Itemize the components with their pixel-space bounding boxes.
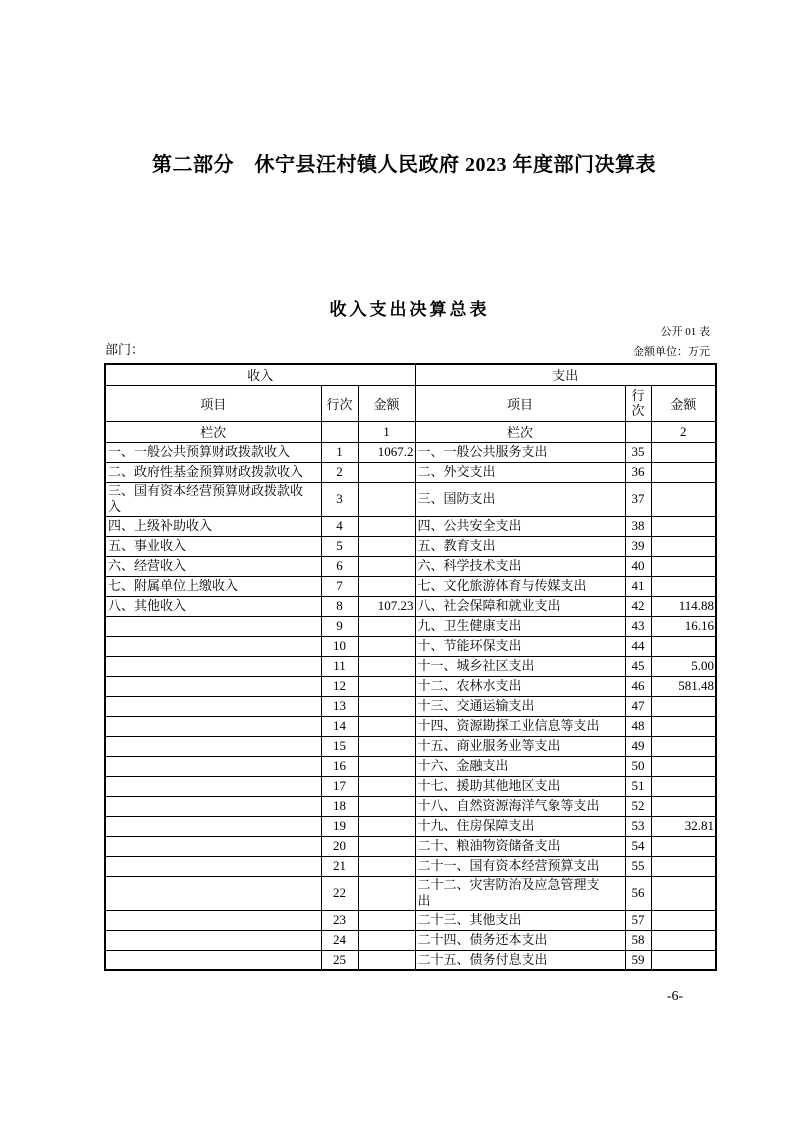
income-item-cell <box>105 856 321 876</box>
expense-item-cell <box>415 516 625 536</box>
expense-rowno-cell: 44 <box>625 636 651 656</box>
income-rowno-cell: 13 <box>321 696 358 716</box>
expense-amount-text: 16.16 <box>684 618 714 633</box>
income-amount-cell <box>358 516 415 536</box>
table-row <box>105 656 716 676</box>
expense-item-text: 十三、交通运输支出 <box>417 698 535 713</box>
expense-amount-cell <box>651 656 716 676</box>
expense-item-cell <box>415 930 625 950</box>
expense-item-text: 十四、资源勘探工业信息等支出 <box>417 718 600 733</box>
expense-item-text: 一、一般公共服务支出 <box>417 444 548 459</box>
table-title: 收入支出决算总表 <box>329 300 490 319</box>
expense-amount-text: 5.00 <box>691 658 714 673</box>
expense-amount-cell <box>651 856 716 876</box>
income-amount-header: 金额 <box>358 385 415 421</box>
income-rowno-cell: 25 <box>321 950 358 970</box>
part-title: 第二部分 休宁县汪村镇人民政府 2023 年度部门决算表 <box>152 154 656 176</box>
income-rowno-cell: 23 <box>321 910 358 930</box>
income-rowno-cell: 22 <box>321 876 358 910</box>
income-amount-cell <box>358 950 415 970</box>
income-rowno-cell: 14 <box>321 716 358 736</box>
income-amount-text: 1067.2 <box>377 444 414 459</box>
department-label: 部门： <box>105 342 145 357</box>
table-row <box>105 596 716 616</box>
expense-rowno-cell: 46 <box>625 676 651 696</box>
expense-rowno-cell: 40 <box>625 556 651 576</box>
table-row <box>105 636 716 656</box>
income-item-text: 四、上级补助收入 <box>108 518 213 533</box>
income-item-cell <box>105 516 321 536</box>
income-item-text: 二、政府性基金预算财政拨款收入 <box>108 464 304 479</box>
expense-item-text: 二十四、债务还本支出 <box>417 932 548 947</box>
income-rowno-cell: 17 <box>321 776 358 796</box>
expense-item-text: 四、公共安全支出 <box>417 518 522 533</box>
expense-amount-cell <box>651 756 716 776</box>
expense-rowno-cell: 42 <box>625 596 651 616</box>
table-row <box>105 696 716 716</box>
table-row <box>105 676 716 696</box>
expense-rowno-cell: 48 <box>625 716 651 736</box>
income-amount-text: 107.23 <box>377 598 414 613</box>
table-row <box>105 836 716 856</box>
income-item-cell <box>105 442 321 462</box>
income-item-cell <box>105 930 321 950</box>
income-amount-cell <box>358 576 415 596</box>
income-item-cell <box>105 576 321 596</box>
expense-column-index: 2 <box>651 421 716 442</box>
expense-rowno-cell: 52 <box>625 796 651 816</box>
income-item-cell <box>105 596 321 616</box>
expense-rowno-cell: 55 <box>625 856 651 876</box>
table-row <box>105 776 716 796</box>
expense-item-cell <box>415 462 625 482</box>
income-item-cell <box>105 816 321 836</box>
income-rowno-cell: 6 <box>321 556 358 576</box>
income-rowno-cell: 8 <box>321 596 358 616</box>
income-amount-cell <box>358 910 415 930</box>
expense-item-cell <box>415 636 625 656</box>
expense-amount-cell <box>651 556 716 576</box>
table-row <box>105 536 716 556</box>
income-amount-cell <box>358 616 415 636</box>
income-rowno-cell: 16 <box>321 756 358 776</box>
blank-cell <box>321 421 358 442</box>
income-item-text: 三、国有资本经营预算财政拨款收入 <box>108 483 304 514</box>
income-item-text: 六、经营收入 <box>108 558 187 573</box>
table-row <box>105 442 716 462</box>
income-rowno-cell: 7 <box>321 576 358 596</box>
expense-amount-cell <box>651 816 716 836</box>
expense-item-text: 十九、住房保障支出 <box>417 818 535 833</box>
expense-item-text: 十、节能环保支出 <box>417 638 522 653</box>
income-item-header: 项目 <box>105 385 321 421</box>
income-column-index-label: 栏次 <box>105 421 321 442</box>
expense-item-text: 十二、农林水支出 <box>417 678 522 693</box>
income-rowno-cell: 21 <box>321 856 358 876</box>
income-rowno-cell: 2 <box>321 462 358 482</box>
income-item-cell <box>105 716 321 736</box>
expense-item-header: 项目 <box>415 385 625 421</box>
expense-item-cell <box>415 616 625 636</box>
expense-item-text: 三、国防支出 <box>417 491 496 506</box>
income-amount-cell <box>358 796 415 816</box>
expense-amount-cell <box>651 516 716 536</box>
expense-rowno-cell: 35 <box>625 442 651 462</box>
expense-item-cell <box>415 950 625 970</box>
income-item-cell <box>105 776 321 796</box>
amount-unit-label: 金额单位：万元 <box>633 346 710 358</box>
expense-amount-cell <box>651 442 716 462</box>
expense-rowno-cell: 41 <box>625 576 651 596</box>
expense-item-cell <box>415 442 625 462</box>
income-item-cell <box>105 616 321 636</box>
expense-rowno-cell: 39 <box>625 536 651 556</box>
expense-item-text: 十五、商业服务业等支出 <box>417 738 561 753</box>
expense-item-cell <box>415 536 625 556</box>
expense-item-cell <box>415 876 625 910</box>
expense-rowno-cell: 49 <box>625 736 651 756</box>
income-amount-cell <box>358 856 415 876</box>
expense-rowno-cell: 54 <box>625 836 651 856</box>
blank-cell <box>625 421 651 442</box>
income-item-cell <box>105 462 321 482</box>
income-amount-cell <box>358 536 415 556</box>
expense-rowno-cell: 50 <box>625 756 651 776</box>
expense-item-text: 二十二、灾害防治及应急管理支出 <box>417 877 600 908</box>
income-item-cell <box>105 696 321 716</box>
income-amount-cell <box>358 816 415 836</box>
income-item-cell <box>105 950 321 970</box>
expense-item-text: 五、教育支出 <box>417 538 496 553</box>
income-amount-cell <box>358 676 415 696</box>
income-rowno-cell: 10 <box>321 636 358 656</box>
income-amount-cell <box>358 776 415 796</box>
expense-rowno-cell: 37 <box>625 482 651 516</box>
expense-item-text: 二、外交支出 <box>417 464 496 479</box>
table-row <box>105 856 716 876</box>
income-amount-cell <box>358 836 415 856</box>
table-row <box>105 910 716 930</box>
income-item-text: 七、附属单位上缴收入 <box>108 578 239 593</box>
table-row <box>105 950 716 970</box>
expense-amount-text: 114.88 <box>678 598 714 613</box>
expense-item-cell <box>415 696 625 716</box>
income-item-cell <box>105 656 321 676</box>
expense-rowno-cell: 57 <box>625 910 651 930</box>
income-item-text: 五、事业收入 <box>108 538 187 553</box>
table-row <box>105 816 716 836</box>
expense-item-text: 二十一、国有资本经营预算支出 <box>417 858 600 873</box>
expense-rowno-cell: 45 <box>625 656 651 676</box>
income-amount-cell <box>358 696 415 716</box>
income-item-cell <box>105 836 321 856</box>
expense-item-text: 八、社会保障和就业支出 <box>417 598 561 613</box>
expense-amount-cell <box>651 482 716 516</box>
expense-amount-cell <box>651 636 716 656</box>
expense-rowno-cell: 43 <box>625 616 651 636</box>
table-row <box>105 736 716 756</box>
expense-item-cell <box>415 716 625 736</box>
expense-amount-header: 金额 <box>651 385 716 421</box>
table-row <box>105 462 716 482</box>
income-amount-cell <box>358 876 415 910</box>
income-amount-cell <box>358 462 415 482</box>
expense-item-cell <box>415 836 625 856</box>
income-rowno-cell: 20 <box>321 836 358 856</box>
income-amount-cell <box>358 756 415 776</box>
expense-amount-cell <box>651 776 716 796</box>
income-rowno-cell: 24 <box>321 930 358 950</box>
expense-item-text: 六、科学技术支出 <box>417 558 522 573</box>
expense-rowno-cell: 36 <box>625 462 651 482</box>
income-rowno-cell: 1 <box>321 442 358 462</box>
expense-item-cell <box>415 656 625 676</box>
expense-column-index-label: 栏次 <box>415 421 625 442</box>
income-amount-cell <box>358 596 415 616</box>
expense-amount-cell <box>651 910 716 930</box>
income-amount-cell <box>358 930 415 950</box>
expense-item-cell <box>415 910 625 930</box>
income-amount-cell <box>358 656 415 676</box>
expense-amount-cell <box>651 462 716 482</box>
expense-amount-cell <box>651 676 716 696</box>
expense-item-cell <box>415 676 625 696</box>
income-item-cell <box>105 482 321 516</box>
income-item-cell <box>105 756 321 776</box>
column-index-row <box>105 421 716 442</box>
income-rowno-cell: 11 <box>321 656 358 676</box>
income-item-cell <box>105 910 321 930</box>
income-rowno-cell: 15 <box>321 736 358 756</box>
table-row <box>105 556 716 576</box>
expense-rowno-cell: 53 <box>625 816 651 836</box>
table-row <box>105 576 716 596</box>
expense-item-cell <box>415 816 625 836</box>
expense-amount-cell <box>651 576 716 596</box>
expense-item-text: 十八、自然资源海洋气象等支出 <box>417 798 600 813</box>
expense-amount-text: 32.81 <box>684 818 714 833</box>
expense-item-cell <box>415 482 625 516</box>
expense-item-cell <box>415 776 625 796</box>
expense-amount-cell <box>651 796 716 816</box>
column-header-row <box>105 385 716 421</box>
expense-rowno-cell: 38 <box>625 516 651 536</box>
expense-rowno-cell: 59 <box>625 950 651 970</box>
expense-item-text: 七、文化旅游体育与传媒支出 <box>417 578 587 593</box>
income-item-cell <box>105 536 321 556</box>
expense-amount-text: 581.48 <box>678 678 714 693</box>
expense-amount-cell <box>651 616 716 636</box>
income-rowno-cell: 9 <box>321 616 358 636</box>
expense-amount-cell <box>651 930 716 950</box>
expense-amount-cell <box>651 950 716 970</box>
table-row <box>105 796 716 816</box>
income-item-text: 八、其他收入 <box>108 598 187 613</box>
expense-amount-cell <box>651 836 716 856</box>
income-section-header: 收入 <box>105 364 415 385</box>
expense-item-cell <box>415 596 625 616</box>
table-row <box>105 876 716 910</box>
expense-item-cell <box>415 556 625 576</box>
income-rowno-cell: 19 <box>321 816 358 836</box>
expense-item-text: 十七、援助其他地区支出 <box>417 778 561 793</box>
income-amount-cell <box>358 636 415 656</box>
expense-rowno-cell: 56 <box>625 876 651 910</box>
table-row <box>105 716 716 736</box>
income-amount-cell <box>358 556 415 576</box>
expense-rowno-cell: 47 <box>625 696 651 716</box>
income-item-cell <box>105 876 321 910</box>
table-row <box>105 482 716 516</box>
report-sheet <box>104 0 715 1122</box>
table-row <box>105 516 716 536</box>
expense-item-cell <box>415 736 625 756</box>
expense-item-cell <box>415 756 625 776</box>
expense-amount-cell <box>651 596 716 616</box>
income-column-index: 1 <box>358 421 415 442</box>
page-number: -6- <box>666 989 684 1004</box>
income-rowno-cell: 18 <box>321 796 358 816</box>
expense-item-text: 十一、城乡社区支出 <box>417 658 535 673</box>
income-expense-table <box>104 363 717 971</box>
expense-rowno-header: 行次 <box>625 385 651 421</box>
table-row <box>105 616 716 636</box>
income-item-cell <box>105 736 321 756</box>
income-rowno-cell: 12 <box>321 676 358 696</box>
income-item-cell <box>105 556 321 576</box>
expense-item-text: 九、卫生健康支出 <box>417 618 522 633</box>
income-amount-cell <box>358 716 415 736</box>
expense-item-text: 二十五、债务付息支出 <box>417 951 548 967</box>
expense-amount-cell <box>651 696 716 716</box>
income-item-cell <box>105 676 321 696</box>
income-rowno-cell: 5 <box>321 536 358 556</box>
income-item-cell <box>105 636 321 656</box>
income-amount-cell <box>358 442 415 462</box>
income-amount-cell <box>358 736 415 756</box>
expense-section-header: 支出 <box>415 364 716 385</box>
expense-item-cell <box>415 796 625 816</box>
income-item-text: 一、一般公共预算财政拨款收入 <box>108 444 291 459</box>
income-rowno-header: 行次 <box>321 385 358 421</box>
table-row <box>105 756 716 776</box>
expense-amount-cell <box>651 716 716 736</box>
expense-item-text: 二十、粮油物资储备支出 <box>417 838 561 853</box>
income-rowno-cell: 4 <box>321 516 358 536</box>
expense-rowno-cell: 51 <box>625 776 651 796</box>
expense-amount-cell <box>651 736 716 756</box>
expense-item-text: 十六、金融支出 <box>417 758 509 773</box>
expense-item-cell <box>415 856 625 876</box>
expense-amount-cell <box>651 536 716 556</box>
section-header-row <box>105 364 716 385</box>
income-item-cell <box>105 796 321 816</box>
expense-item-text: 二十三、其他支出 <box>417 912 522 927</box>
table-code-label: 公开 01 表 <box>660 326 710 338</box>
expense-rowno-cell: 58 <box>625 930 651 950</box>
expense-item-cell <box>415 576 625 596</box>
income-amount-cell <box>358 482 415 516</box>
income-rowno-cell: 3 <box>321 482 358 516</box>
table-row <box>105 930 716 950</box>
expense-amount-cell <box>651 876 716 910</box>
